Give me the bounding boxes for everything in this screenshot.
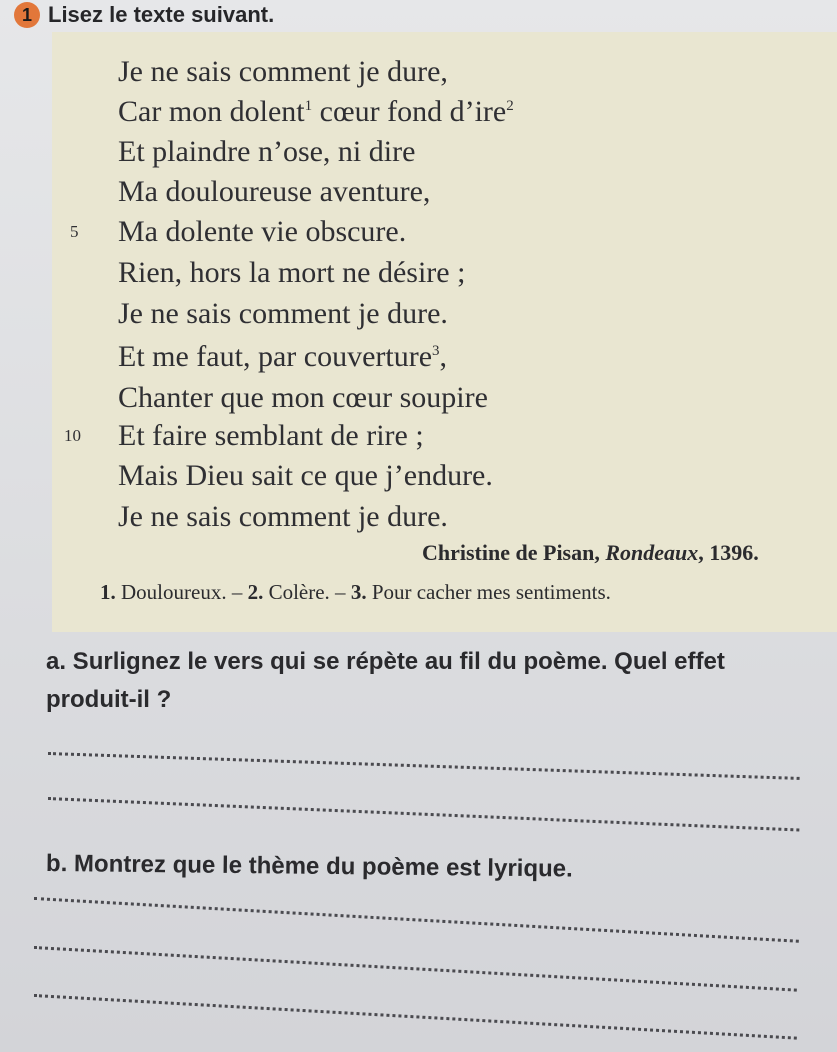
footnote-mark-3: 3 — [432, 343, 440, 359]
question-a-line1: a. Surlignez le vers qui se répète au fil du poème. Quel effet — [46, 648, 725, 675]
poem-line-2: Car mon dolent$^1$ cœur fond d’ire$^2$ — [118, 95, 514, 128]
exercise-instruction: Lisez le texte suivant. — [48, 2, 275, 27]
poem-line-1: Je ne sais comment je dure, — [118, 55, 448, 88]
exercise-header — [14, 0, 274, 30]
poem-line-6: Rien, hors la mort ne désire ; — [118, 256, 466, 289]
poem-line-8: Et me faut, par couverture$^3$, — [118, 340, 448, 373]
poem-line-9: Chanter que mon cœur soupire — [118, 381, 488, 414]
poem-source: Christine de Pisan, Rondeaux, 1396. — [422, 540, 759, 565]
poem-line-4: Ma douloureuse aventure, — [118, 175, 431, 208]
poem-line-11: Mais Dieu sait ce que j’endure. — [118, 459, 493, 492]
line-number-5: 5 — [70, 222, 79, 241]
poem-line-5: Ma dolente vie obscure. — [118, 215, 407, 248]
answer-line-b2[interactable] — [34, 946, 797, 992]
poem-line-10: Et faire semblant de rire ; — [118, 419, 424, 452]
answer-line-a2[interactable] — [48, 797, 799, 831]
poem-line-12: Je ne sais comment je dure. — [118, 500, 448, 533]
footnote-mark-1: 1 — [304, 98, 313, 114]
question-b: b. Montrez que le thème du poème est lyrique. — [45, 850, 573, 883]
line-number-10: 10 — [64, 426, 81, 445]
answer-line-b1[interactable] — [34, 897, 799, 943]
footnotes: 1. Douloureux. – 2. Colère. – 3. Pour cacher mes sentiments. — [100, 580, 611, 604]
exercise-number-badge: 1 — [14, 2, 40, 28]
answer-line-b3[interactable] — [34, 994, 797, 1040]
poem-line-7: Je ne sais comment je dure. — [118, 297, 448, 330]
poem-line-3: Et plaindre n’ose, ni dire — [118, 135, 416, 168]
footnote-mark-2: 2 — [506, 98, 514, 114]
answer-line-a1[interactable] — [48, 752, 800, 780]
question-a-line2: produit-il ? — [46, 686, 172, 713]
